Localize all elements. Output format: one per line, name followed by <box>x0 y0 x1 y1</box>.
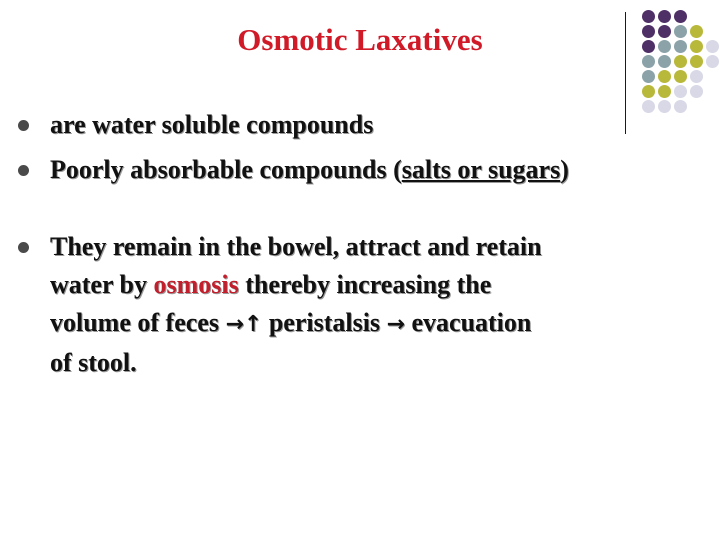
decor-dot <box>642 10 655 23</box>
decor-dot <box>706 55 719 68</box>
arrow-right-icon: → <box>225 312 244 337</box>
decor-dot <box>642 25 655 38</box>
decor-dot <box>690 25 703 38</box>
slide-title: Osmotic Laxatives <box>237 22 483 57</box>
decor-dot <box>658 55 671 68</box>
bullet-text-part: evacuation <box>404 308 532 337</box>
arrow-up-icon: ↑ <box>243 312 263 337</box>
decor-dot <box>674 85 687 98</box>
arrow-right-icon: → <box>386 312 405 337</box>
bullet-dot-icon <box>18 242 29 253</box>
bullet-text-part: peristalsis <box>262 308 387 337</box>
decor-dot <box>658 10 671 23</box>
decor-dot <box>674 25 687 38</box>
bullet-text-part: volume of feces <box>50 308 226 337</box>
decor-dot <box>658 85 671 98</box>
decor-dot <box>642 85 655 98</box>
decor-dot <box>674 10 687 23</box>
decor-dot <box>690 70 703 83</box>
bullet-line <box>50 304 690 344</box>
underlined-text: salts or sugars <box>401 155 561 184</box>
decor-dot <box>642 70 655 83</box>
decor-dot <box>658 40 671 53</box>
decor-dot <box>706 40 719 53</box>
decor-dot <box>674 40 687 53</box>
highlight-term: osmosis <box>153 270 239 299</box>
decor-dot <box>674 70 687 83</box>
decor-dot <box>658 25 671 38</box>
decor-dot <box>690 40 703 53</box>
bullet-text-part: Poorly absorbable compounds ( <box>50 155 402 184</box>
bullet-line: of stool. <box>50 348 137 377</box>
bullet-text-part: water by <box>50 270 154 299</box>
bullet-text <box>50 151 690 189</box>
bullet-line: They remain in the bowel, attract and retain <box>50 232 542 261</box>
bullet-text: are water soluble compounds <box>50 110 374 139</box>
bullet-text <box>50 228 690 382</box>
bullet-dot-icon <box>18 120 29 131</box>
decor-dot <box>642 40 655 53</box>
bullet-dot-icon <box>18 165 29 176</box>
decor-dot <box>658 70 671 83</box>
bullet-line <box>50 266 690 304</box>
decor-dot <box>690 85 703 98</box>
decor-dot <box>674 55 687 68</box>
bullet-text-part: ) <box>560 155 569 184</box>
decor-dot <box>642 55 655 68</box>
bullet-text-part: thereby increasing the <box>238 270 492 299</box>
decor-dot <box>690 55 703 68</box>
